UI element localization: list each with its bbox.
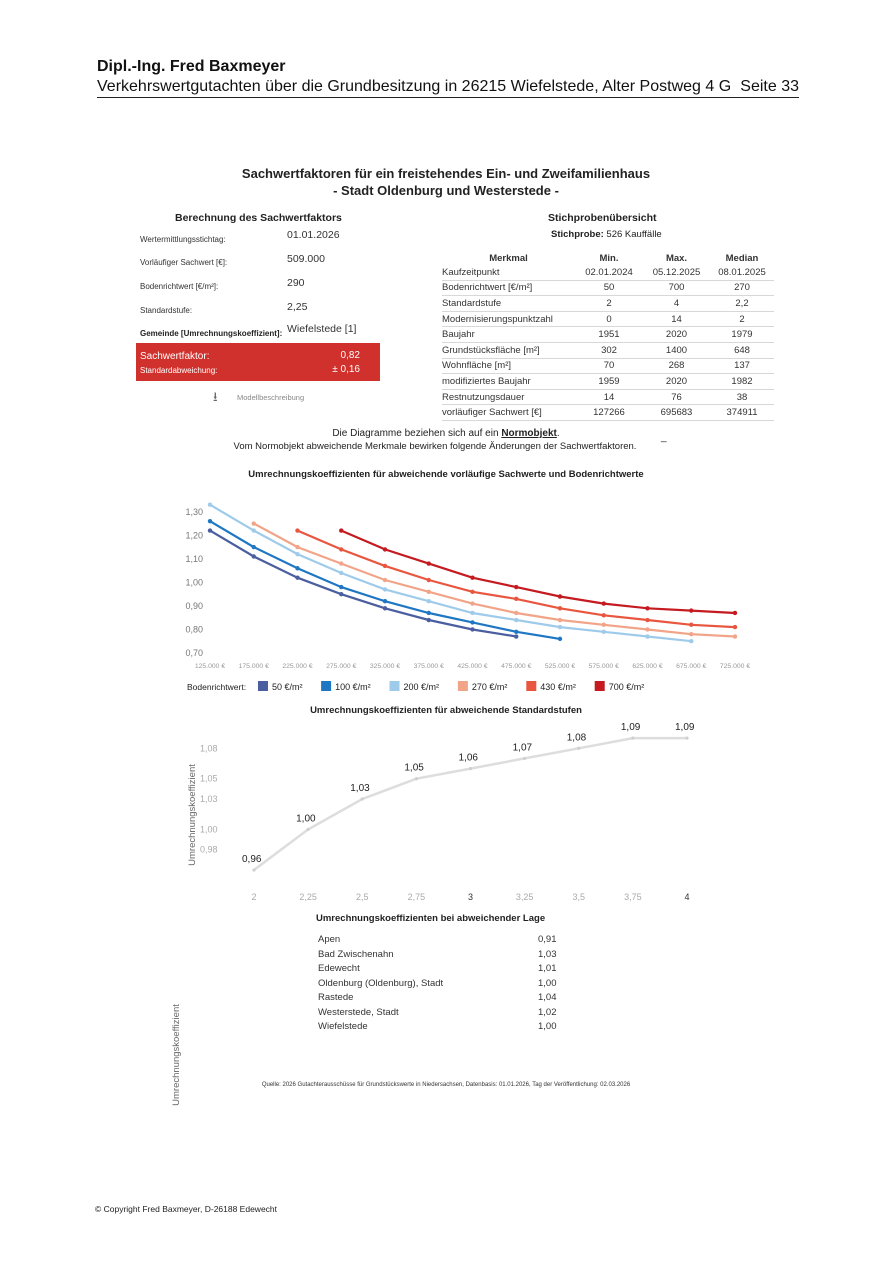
data-point — [427, 578, 431, 582]
table-cell: Standardstufe — [442, 296, 575, 312]
chart2-svg — [0, 715, 892, 910]
x-tick-label: 325.000 € — [369, 663, 401, 670]
data-point — [733, 634, 737, 638]
table-cell: Bodenrichtwert [€/m²] — [442, 280, 575, 296]
x-tick-label: 525.000 € — [544, 663, 576, 670]
data-label: 0,96 — [242, 854, 262, 865]
x-tick-label: 375.000 € — [413, 663, 444, 670]
data-point — [339, 592, 343, 596]
table-cell: 1951 — [575, 327, 643, 343]
table-cell: 700 — [643, 280, 710, 296]
table-cell: 1982 — [710, 374, 774, 390]
table-cell: 02.01.2024 — [575, 265, 643, 280]
y-tick-label: 0,70 — [185, 648, 203, 658]
table-cell: 374911 — [710, 405, 774, 421]
legend-swatch — [526, 681, 536, 691]
data-point — [514, 611, 518, 615]
data-point — [733, 625, 737, 629]
x-tick-label: 2,5 — [355, 892, 369, 902]
x-tick-label: 2 — [251, 892, 257, 902]
data-point — [252, 545, 256, 549]
page-title: Sachwertfaktoren für ein freistehendes Ein- und Zweifamilienhaus — [241, 166, 651, 181]
y-tick-label: 1,30 — [185, 506, 203, 517]
table-row — [442, 280, 774, 296]
data-point — [470, 627, 474, 631]
location-value: 1,03 — [538, 949, 557, 960]
data-point — [514, 585, 518, 589]
data-point — [383, 578, 387, 582]
column-header: Min. — [599, 252, 619, 264]
x-tick-label: 275.000 € — [326, 663, 357, 670]
x-tick-label: 575.000 € — [588, 663, 619, 670]
calc-label: Vorläufiger Sachwert [€]: — [140, 258, 228, 267]
data-point — [689, 623, 693, 627]
result-value: 0,82 — [340, 350, 360, 361]
data-point — [415, 777, 418, 780]
data-label: 1,05 — [404, 762, 424, 774]
data-point — [558, 625, 562, 629]
y-tick-label: 1,20 — [185, 530, 203, 541]
model-description-link[interactable]: Modellbeschreibung — [237, 393, 305, 402]
data-point — [514, 618, 518, 622]
location-value: 0,91 — [538, 934, 557, 945]
data-point — [295, 528, 299, 532]
data-point — [514, 597, 518, 601]
location-name: Oldenburg (Oldenburg), Stadt — [318, 978, 444, 989]
data-point — [558, 637, 562, 641]
table-row — [442, 342, 774, 358]
stray-mark: _ — [661, 432, 667, 443]
table-cell: 1959 — [575, 374, 643, 390]
data-point — [252, 528, 256, 532]
table-cell: Baujahr — [442, 327, 575, 343]
data-point — [645, 627, 649, 631]
data-point — [383, 606, 387, 610]
data-label: 1,00 — [296, 813, 316, 825]
data-point — [252, 868, 255, 871]
norm-object-link: Normobjekt — [501, 428, 557, 439]
table-cell: 1400 — [643, 342, 710, 358]
series-line — [210, 505, 691, 642]
table-cell: Modernisierungspunktzahl — [442, 311, 575, 327]
table-cell: 1979 — [710, 327, 774, 343]
x-tick-label: 425.000 € — [457, 663, 488, 670]
table-row — [442, 358, 774, 374]
page-number: Seite 33 — [740, 78, 799, 95]
location-name: Rastede — [318, 992, 354, 1003]
data-point — [470, 575, 474, 579]
y-tick-label: 0,90 — [185, 600, 203, 611]
data-point — [631, 737, 634, 740]
data-point — [427, 561, 431, 565]
column-header: Median — [725, 252, 759, 264]
table-cell: 70 — [575, 358, 643, 374]
norm-note-pre: Die Diagramme beziehen sich auf ein — [332, 428, 502, 439]
data-point — [602, 601, 606, 605]
data-point — [339, 571, 343, 575]
norm-note-post: . — [556, 428, 560, 439]
table-cell: 0 — [575, 311, 643, 327]
table-cell: Restnutzungsdauer — [442, 389, 575, 405]
table-cell: 137 — [710, 358, 774, 374]
legend-label: 270 €/m² — [471, 682, 508, 692]
location-value: 1,01 — [538, 963, 557, 974]
x-tick-label: 625.000 € — [632, 663, 663, 670]
series-line — [210, 531, 516, 637]
data-point — [470, 601, 474, 605]
table-row — [442, 311, 774, 327]
sample-subtitle — [551, 229, 662, 240]
legend-label: 50 €/m² — [272, 682, 303, 692]
y-tick-label: 1,08 — [200, 743, 218, 754]
data-point — [689, 608, 693, 612]
table-cell: 2,2 — [710, 296, 774, 312]
table-row — [442, 405, 774, 421]
table-cell: 127266 — [575, 405, 643, 421]
sample-heading: Stichprobenübersicht — [548, 212, 657, 224]
data-label: 1,09 — [675, 722, 695, 734]
legend-label: 430 €/m² — [540, 682, 576, 692]
y-tick-label: 0,98 — [200, 844, 218, 855]
legend-label: 700 €/m² — [608, 682, 645, 692]
chart1-legend-title: Bodenrichtwert: — [187, 682, 247, 692]
result-label: Sachwertfaktor: — [140, 351, 210, 362]
data-point — [295, 575, 299, 579]
table-cell: 05.12.2025 — [643, 265, 710, 280]
table-row — [442, 374, 774, 390]
download-icon[interactable]: ⭳ — [213, 389, 218, 404]
legend-label: 200 €/m² — [403, 682, 440, 692]
location-value: 1,04 — [538, 992, 557, 1003]
location-name: Bad Zwischenahn — [318, 949, 394, 960]
data-point — [602, 623, 606, 627]
y-tick-label: 1,00 — [185, 577, 203, 588]
chart2-title: Umrechnungskoeffizienten für abweichende Standardstufen — [310, 705, 582, 716]
x-tick-label: 475.000 € — [501, 663, 532, 670]
table-cell: 76 — [643, 389, 710, 405]
data-point — [427, 590, 431, 594]
data-point — [339, 528, 343, 532]
data-point — [602, 630, 606, 634]
data-point — [427, 611, 431, 615]
data-point — [307, 828, 310, 831]
table-row — [442, 265, 774, 280]
column-header: Max. — [665, 252, 688, 264]
data-point — [427, 599, 431, 603]
calc-value-field[interactable]: Wiefelstede [1] — [287, 323, 357, 335]
table-cell: Wohnfläche [m²] — [442, 358, 575, 374]
source-note: Quelle: 2026 Gutachterausschüsse für Grundstückswerte in Niedersachsen, Datenbasis: 01.01.2026, Tag der Veröffentlichung: 02.03.2026 — [261, 1082, 631, 1088]
data-point — [689, 632, 693, 636]
x-tick-label: 3,75 — [624, 892, 642, 902]
table-cell: 14 — [643, 311, 710, 327]
data-point — [733, 611, 737, 615]
y-tick-label: 1,03 — [200, 794, 218, 804]
calc-label: Standardstufe: — [140, 306, 193, 315]
calc-heading: Berechnung des Sachwertfaktors — [175, 212, 342, 224]
data-point — [361, 797, 364, 800]
legend-swatch — [258, 681, 268, 691]
sample-subtitle-rest: 526 Kauffälle — [603, 229, 662, 240]
data-point — [523, 757, 526, 760]
report-subtitle-text: Verkehrswertgutachten über die Grundbesitzung in 26215 Wiefelstede, Alter Postweg 4 G — [97, 78, 732, 95]
data-point — [208, 503, 212, 507]
table-cell: 14 — [575, 389, 643, 405]
calc-value-field[interactable]: 509.000 — [287, 253, 325, 265]
data-point — [295, 552, 299, 556]
norm-note — [0, 428, 892, 439]
data-point — [295, 566, 299, 570]
calc-value-field[interactable]: 01.01.2026 — [287, 229, 340, 241]
data-point — [469, 767, 472, 770]
data-label: 1,09 — [620, 722, 641, 734]
legend-swatch — [321, 681, 331, 691]
data-label: 1,03 — [350, 783, 370, 794]
legend-label: 100 €/m² — [335, 682, 371, 692]
data-point — [685, 737, 688, 740]
table-cell: 2020 — [643, 374, 710, 390]
page-title-region: - Stadt Oldenburg und Westerstede - — [333, 183, 559, 198]
location-name: Wiefelstede — [318, 1021, 368, 1032]
table-cell: 302 — [575, 342, 643, 358]
norm-note-detail: Vom Normobjekt abweichende Merkmale bewirken folgende Änderungen der Sachwertfaktoren. — [233, 441, 637, 452]
location-value: 1,00 — [538, 1021, 557, 1032]
table-cell: 38 — [710, 389, 774, 405]
location-value: 1,02 — [538, 1007, 557, 1018]
author-name: Dipl.-Ing. Fred Baxmeyer — [97, 58, 286, 75]
data-point — [383, 547, 387, 551]
x-tick-label: 2,25 — [299, 892, 317, 902]
data-point — [645, 618, 649, 622]
chart1-ylabel: Umrechnungskoeffizient — [171, 1004, 182, 1106]
table-cell: 50 — [575, 280, 643, 296]
location-heading: Umrechnungskoeffizienten bei abweichender Lage — [316, 913, 546, 924]
calc-label: Bodenrichtwert [€/m²]: — [140, 282, 219, 291]
x-tick-label: 3,25 — [515, 892, 534, 902]
x-tick-label: 175.000 € — [238, 663, 269, 670]
table-cell: 2020 — [643, 327, 710, 343]
table-cell: 2 — [710, 311, 774, 327]
data-label: 1,06 — [458, 752, 478, 764]
data-point — [383, 599, 387, 603]
data-point — [470, 611, 474, 615]
x-tick-label: 2,75 — [407, 892, 426, 902]
table-cell: vorläufiger Sachwert [€] — [442, 405, 575, 421]
table-cell: Grundstücksfläche [m²] — [442, 342, 575, 358]
data-point — [558, 594, 562, 598]
sample-subtitle-bold: Stichprobe: — [551, 229, 604, 240]
table-cell: 648 — [710, 342, 774, 358]
x-tick-label: 3 — [467, 892, 474, 902]
data-point — [427, 618, 431, 622]
table-cell: 2 — [575, 296, 643, 312]
chart1-title: Umrechnungskoeffizienten für abweichende vorläufige Sachwerte und Bodenrichtwerte — [248, 469, 644, 480]
sample-table — [442, 251, 774, 421]
table-row — [442, 389, 774, 405]
y-tick-label: 0,80 — [185, 624, 203, 635]
report-subtitle — [97, 78, 799, 98]
location-name: Westerstede, Stadt — [318, 1007, 399, 1018]
legend-swatch — [595, 681, 605, 691]
table-cell: 268 — [643, 358, 710, 374]
stddev-label: Standardabweichung: — [140, 366, 218, 375]
calc-label: Wertermittlungsstichtag: — [140, 235, 226, 244]
table-cell: 270 — [710, 280, 774, 296]
data-point — [558, 606, 562, 610]
data-point — [383, 564, 387, 568]
data-point — [602, 613, 606, 617]
x-tick-label: 125.000 € — [194, 663, 226, 670]
location-name: Apen — [318, 934, 341, 945]
data-label: 1,08 — [566, 732, 587, 744]
data-point — [645, 634, 649, 638]
table-row — [442, 296, 774, 312]
legend-swatch — [390, 681, 400, 691]
y-tick-label: 1,10 — [185, 553, 203, 564]
x-tick-label: 3,5 — [572, 892, 586, 902]
data-label: 1,07 — [512, 742, 533, 754]
data-point — [208, 528, 212, 532]
table-cell: 4 — [643, 296, 710, 312]
data-point — [295, 545, 299, 549]
data-point — [339, 561, 343, 565]
legend-swatch — [458, 681, 468, 691]
calc-value-field[interactable]: 2,25 — [287, 301, 308, 313]
copyright: © Copyright Fred Baxmeyer, D-26188 Edewecht — [95, 1204, 278, 1214]
data-point — [558, 618, 562, 622]
data-point — [383, 587, 387, 591]
table-cell: Kaufzeitpunkt — [442, 265, 575, 280]
x-tick-label: 225.000 € — [282, 663, 313, 670]
data-point — [645, 606, 649, 610]
data-point — [208, 519, 212, 523]
data-point — [252, 521, 256, 525]
x-tick-label: 725.000 € — [719, 663, 751, 670]
column-header: Merkmal — [489, 252, 528, 264]
data-point — [514, 630, 518, 634]
data-point — [689, 639, 693, 643]
table-cell: 695683 — [643, 405, 710, 421]
data-point — [339, 547, 343, 551]
table-row — [442, 327, 774, 343]
data-point — [514, 634, 518, 638]
data-point — [470, 590, 474, 594]
x-tick-label: 675.000 € — [676, 663, 707, 670]
y-tick-label: 1,05 — [200, 773, 218, 784]
chart2-ylabel: Umrechnungskoeffizient — [187, 764, 198, 866]
location-value: 1,00 — [538, 978, 557, 989]
y-tick-label: 1,00 — [200, 824, 218, 835]
table-cell: modifiziertes Baujahr — [442, 374, 575, 390]
stddev-value: ± 0,16 — [332, 364, 360, 375]
data-point — [339, 585, 343, 589]
result-box — [136, 343, 380, 381]
data-point — [252, 554, 256, 558]
table-cell: 08.01.2025 — [710, 265, 774, 280]
table-header — [442, 251, 774, 265]
data-point — [470, 620, 474, 624]
data-point — [577, 747, 580, 750]
x-tick-label: 4 — [684, 892, 690, 902]
location-name: Edewecht — [318, 963, 360, 974]
calc-value-field[interactable]: 290 — [287, 277, 305, 289]
calc-label: Gemeinde [Umrechnungskoeffizient]: — [140, 329, 283, 338]
